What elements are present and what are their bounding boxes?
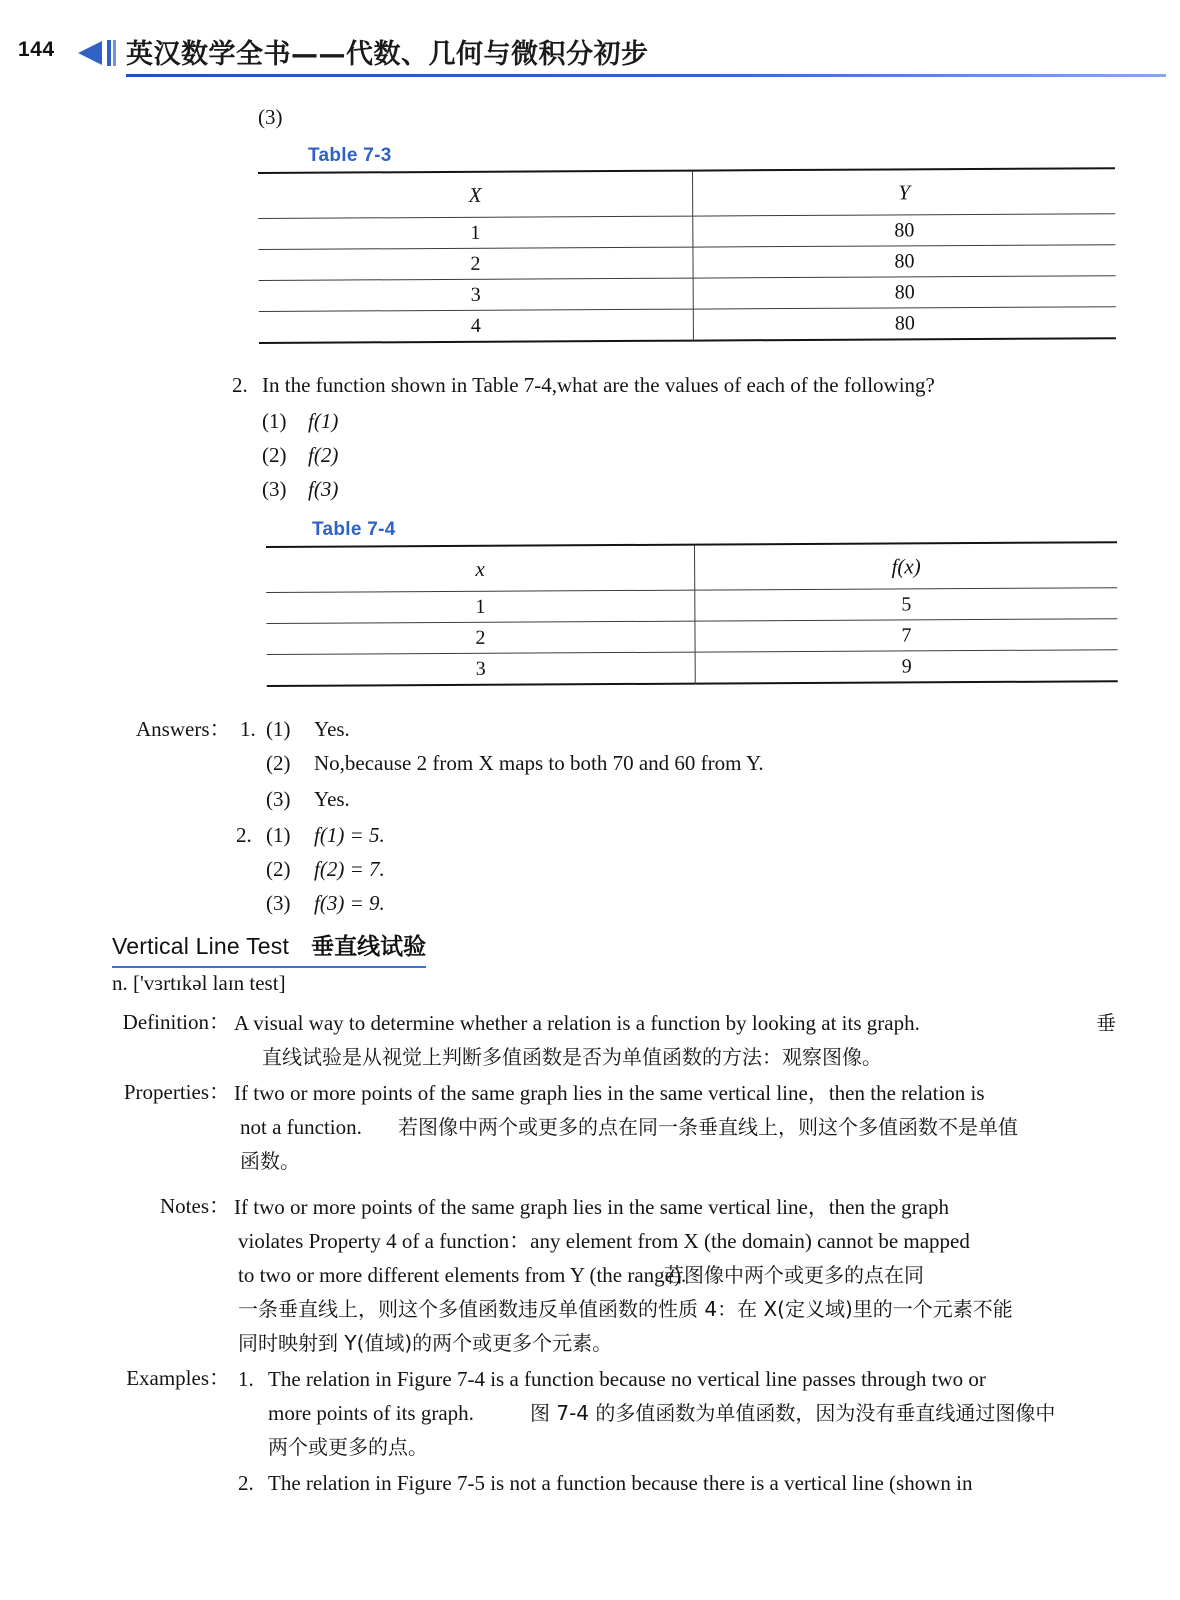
table-row — [258, 245, 1115, 281]
table-row — [267, 650, 1118, 686]
page-header — [18, 28, 1162, 80]
answers-group-2-item-3-label: (3) — [266, 891, 291, 915]
table-row — [258, 168, 1115, 218]
examples-item-1-line-1: The relation in Figure 7-4 is a function because no vertical line passes through two or — [268, 1367, 986, 1391]
table-7-3-cell-y: 80 — [693, 214, 1116, 247]
table-7-3-header-y: Y — [692, 168, 1115, 216]
table-7-3-header-x: X — [258, 171, 693, 219]
question-2-item-2-expr: f(2) — [308, 443, 339, 467]
examples-item-2-line-1: The relation in Figure 7-5 is not a function because there is a vertical line (shown in — [268, 1471, 973, 1495]
table-7-3-cell-y: 80 — [693, 276, 1116, 309]
table-row — [266, 588, 1117, 624]
examples-item-1-line-2-english: more points of its graph. — [268, 1401, 474, 1425]
table-7-4 — [266, 541, 1118, 687]
answers-group-2-item-1-label: (1) — [266, 823, 291, 847]
notes-line-5-chinese: 同时映射到 Y(值域)的两个或更多个元素。 — [238, 1331, 613, 1355]
answers-label: Answers： — [136, 717, 231, 741]
table-7-4-header-x: x — [266, 545, 695, 593]
table-row — [258, 214, 1115, 250]
question-2-item-2-label: (2) — [262, 443, 287, 467]
page-number: 144 — [18, 38, 55, 61]
table-7-4-cell-x: 3 — [267, 652, 696, 686]
answers-group-1-item-2-label: (2) — [266, 751, 291, 775]
definition-line-2: 直线试验是从视觉上判断多值函数是否为单值函数的方法：观察图像。 — [262, 1045, 882, 1069]
exercise-item-3-label: (3) — [258, 105, 283, 129]
table-7-3-cell-y: 80 — [693, 307, 1116, 341]
table-7-3-cell-x: 1 — [258, 216, 693, 249]
table-7-4-cell-fx: 5 — [695, 588, 1118, 621]
table-7-3-cell-x: 2 — [258, 247, 693, 280]
question-2-item-1-expr: f(1) — [308, 409, 339, 433]
table-row — [259, 276, 1116, 312]
definition-label: Definition： — [122, 1010, 230, 1034]
properties-line-3-chinese: 函数。 — [240, 1149, 300, 1173]
properties-line-2-chinese: 若图像中两个或更多的点在同一条垂直线上，则这个多值函数不是单值 — [398, 1115, 1018, 1139]
table-7-4-cell-fx: 7 — [695, 619, 1118, 652]
definition-line-1-chinese-tail: 垂 — [1096, 1011, 1116, 1035]
table-7-3-cell-y: 80 — [693, 245, 1116, 278]
answers-group-1-item-1-label: (1) — [266, 717, 291, 741]
table-7-4-caption: Table 7-4 — [312, 519, 396, 540]
definition-line-1: A visual way to determine whether a relation is a function by looking at its graph. — [234, 1011, 920, 1035]
left-triangle-marker-icon — [76, 40, 120, 66]
examples-item-1-number: 1. — [238, 1367, 254, 1391]
table-7-4-header-fx: f(x) — [694, 542, 1117, 590]
table-7-3 — [258, 167, 1116, 344]
table-row — [266, 619, 1117, 655]
properties-line-1: If two or more points of the same graph lies in the same vertical line，then the relation is — [234, 1081, 985, 1105]
answers-group-2-item-1-text: f(1) = 5. — [314, 823, 385, 847]
table-7-3-cell-x: 4 — [259, 309, 694, 343]
answers-group-1-item-2-text: No,because 2 from X maps to both 70 and 60 from Y. — [314, 751, 764, 775]
question-2-number: 2. — [232, 373, 248, 397]
answers-group-1-item-3-text: Yes. — [314, 787, 350, 811]
table-7-3-cell-x: 3 — [259, 278, 694, 311]
properties-line-2-english: not a function. — [240, 1115, 362, 1139]
answers-group-2-item-2-label: (2) — [266, 857, 291, 881]
notes-label: Notes： — [160, 1194, 230, 1218]
notes-line-4-chinese: 一条垂直线上，则这个多值函数违反单值函数的性质 4：在 X(定义域)里的一个元素不能 — [238, 1297, 1013, 1321]
notes-line-3-english: to two or more different elements from Y (the range). — [238, 1263, 687, 1287]
notes-line-1: If two or more points of the same graph lies in the same vertical line，then the graph — [234, 1195, 949, 1219]
term-heading-chinese: 垂直线试验 — [311, 934, 427, 960]
term-heading-english: Vertical Line Test — [112, 933, 290, 959]
notes-line-3-chinese: 若图像中两个或更多的点在同 — [664, 1263, 924, 1287]
term-heading — [112, 928, 426, 968]
question-2-text: In the function shown in Table 7-4,what are the values of each of the following? — [262, 373, 935, 397]
notes-line-2: violates Property 4 of a function：any element from X (the domain) cannot be mapped — [238, 1229, 970, 1253]
answers-group-2-item-2-text: f(2) = 7. — [314, 857, 385, 881]
examples-label: Examples： — [126, 1366, 230, 1390]
question-2-item-3-expr: f(3) — [308, 477, 339, 501]
table-7-4-cell-x: 2 — [266, 621, 695, 654]
examples-item-1-line-3-chinese: 两个或更多的点。 — [268, 1435, 428, 1459]
table-7-4-cell-x: 1 — [266, 590, 695, 623]
properties-label: Properties： — [123, 1080, 230, 1104]
table-row — [259, 307, 1116, 343]
table-7-3-caption: Table 7-3 — [308, 145, 392, 166]
answers-group-1-number: 1. — [240, 717, 256, 741]
table-7-4-cell-fx: 9 — [695, 650, 1118, 684]
table-row — [266, 542, 1117, 592]
answers-group-1-item-1-text: Yes. — [314, 717, 350, 741]
header-divider — [126, 74, 1166, 77]
term-pos-and-ipa: n. ['vɜrtɪkəl laɪn test] — [112, 971, 286, 995]
examples-item-1-line-2-chinese: 图 7-4 的多值函数为单值函数，因为没有垂直线通过图像中 — [530, 1401, 1056, 1425]
page-title: 英汉数学全书——代数、几何与微积分初步 — [126, 39, 649, 70]
question-2-item-1-label: (1) — [262, 409, 287, 433]
answers-group-1-item-3-label: (3) — [266, 787, 291, 811]
answers-group-2-item-3-text: f(3) = 9. — [314, 891, 385, 915]
answers-group-2-number: 2. — [236, 823, 252, 847]
examples-item-2-number: 2. — [238, 1471, 254, 1495]
question-2-item-3-label: (3) — [262, 477, 287, 501]
